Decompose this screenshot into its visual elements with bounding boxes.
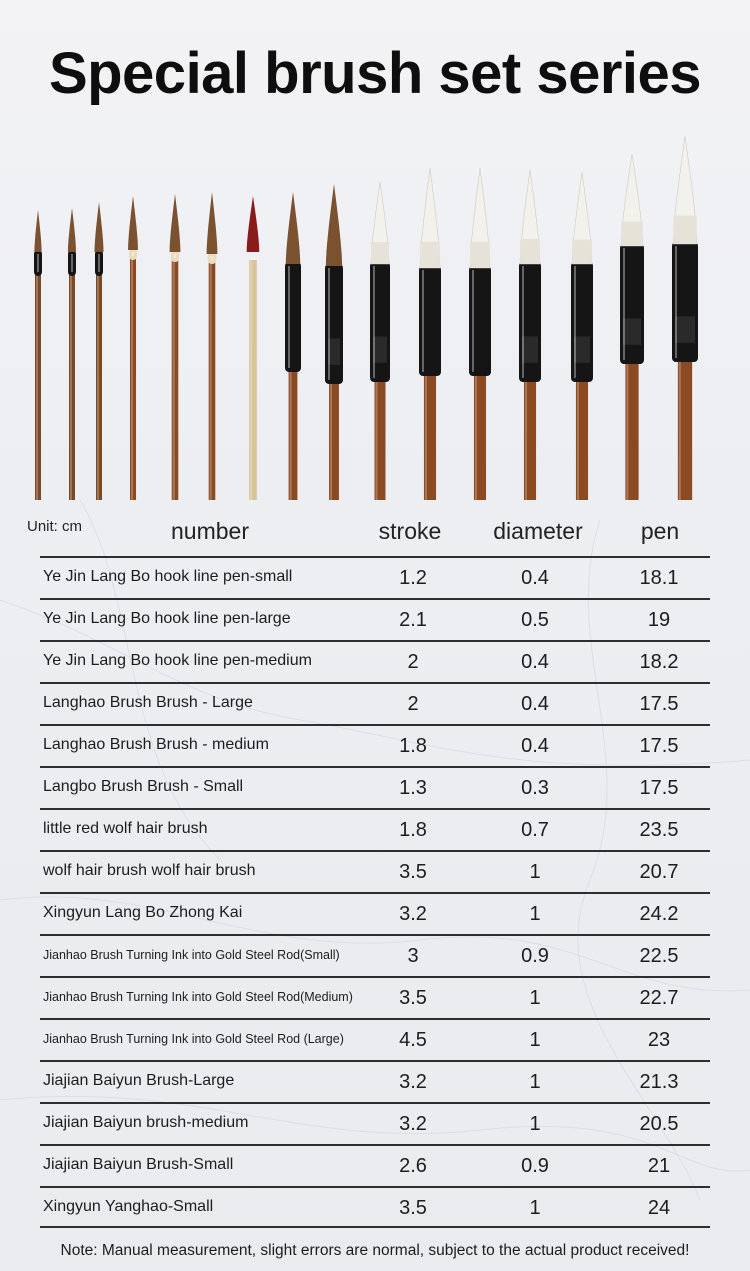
row-pen: 23.5 <box>639 819 679 841</box>
row-diameter: 0.4 <box>521 693 549 715</box>
row-pen: 22.7 <box>639 987 679 1009</box>
row-stroke: 4.5 <box>399 1029 427 1051</box>
brush <box>95 202 104 500</box>
measurement-note: Note: Manual measurement, slight errors are normal, subject to the actual product received! <box>60 1242 690 1259</box>
brush <box>370 182 390 500</box>
row-pen: 21 <box>647 1155 671 1177</box>
brush <box>571 172 593 500</box>
row-diameter: 0.9 <box>521 945 549 967</box>
row-pen: 18.1 <box>639 567 679 589</box>
row-diameter: 1 <box>529 1071 541 1093</box>
header-stroke: stroke <box>378 518 442 544</box>
table-row <box>40 1018 710 1060</box>
row-stroke: 2 <box>407 651 419 673</box>
row-name: Langhao Brush Brush - Large <box>43 694 253 711</box>
brush <box>419 168 441 500</box>
row-name: little red wolf hair brush <box>43 820 208 837</box>
row-stroke: 3 <box>407 945 419 967</box>
page-title: Special brush set series <box>48 41 702 106</box>
row-diameter: 1 <box>529 1029 541 1051</box>
table-row <box>40 556 710 598</box>
table-row <box>40 598 710 640</box>
brush <box>519 170 541 500</box>
row-name: Jiajian Baiyun brush-medium <box>43 1114 249 1131</box>
row-pen: 23 <box>647 1029 671 1051</box>
row-diameter: 0.4 <box>521 651 549 673</box>
brush <box>207 192 218 500</box>
row-pen: 24 <box>647 1197 671 1219</box>
row-name: Xingyun Lang Bo Zhong Kai <box>43 904 243 921</box>
row-stroke: 3.5 <box>399 1197 427 1219</box>
row-name: Jianhao Brush Turning Ink into Gold Steel Rod(Small) <box>43 948 340 962</box>
row-pen: 20.7 <box>639 861 679 883</box>
table-row <box>40 682 710 724</box>
row-name: Langbo Brush Brush - Small <box>43 778 244 795</box>
brush <box>620 154 644 500</box>
row-diameter: 0.7 <box>521 819 549 841</box>
table-row <box>40 724 710 766</box>
brush <box>285 192 301 500</box>
row-diameter: 1 <box>529 1113 541 1135</box>
brush <box>325 184 343 500</box>
table-row <box>40 850 710 892</box>
table-row <box>40 1060 710 1102</box>
row-pen: 20.5 <box>639 1113 679 1135</box>
table-row <box>40 1186 710 1228</box>
header-pen: pen <box>640 518 680 544</box>
row-stroke: 1.2 <box>399 567 427 589</box>
row-stroke: 3.2 <box>399 1113 427 1135</box>
row-pen: 17.5 <box>639 735 679 757</box>
row-pen: 24.2 <box>639 903 679 925</box>
row-pen: 22.5 <box>639 945 679 967</box>
row-name: wolf hair brush wolf hair brush <box>43 862 256 879</box>
brush <box>34 210 42 500</box>
row-name: Ye Jin Lang Bo hook line pen-large <box>43 610 291 627</box>
row-pen: 21.3 <box>639 1071 679 1093</box>
row-diameter: 1 <box>529 1197 541 1219</box>
row-stroke: 2.6 <box>399 1155 427 1177</box>
table-row <box>40 976 710 1018</box>
row-diameter: 1 <box>529 861 541 883</box>
table-row <box>40 640 710 682</box>
row-pen: 17.5 <box>639 777 679 799</box>
row-stroke: 3.2 <box>399 903 427 925</box>
row-name: Jiajian Baiyun Brush-Small <box>43 1156 234 1173</box>
row-diameter: 1 <box>529 903 541 925</box>
row-name: Jiajian Baiyun Brush-Large <box>43 1072 235 1089</box>
table-row <box>40 766 710 808</box>
brush <box>672 136 698 500</box>
header-number: number <box>171 518 249 544</box>
row-stroke: 3.5 <box>399 861 427 883</box>
brush <box>68 208 76 500</box>
table-row <box>40 892 710 934</box>
row-diameter: 0.9 <box>521 1155 549 1177</box>
unit-label: Unit: cm <box>27 518 83 535</box>
row-diameter: 0.5 <box>521 609 549 631</box>
brush-set-image <box>0 120 750 500</box>
row-stroke: 2.1 <box>399 609 427 631</box>
header-diameter: diameter <box>493 518 583 544</box>
row-name: Jianhao Brush Turning Ink into Gold Steel Rod (Large) <box>43 1032 344 1046</box>
row-name: Xingyun Yanghao-Small <box>43 1198 214 1215</box>
row-stroke: 3.2 <box>399 1071 427 1093</box>
row-stroke: 1.3 <box>399 777 427 799</box>
row-name: Jianhao Brush Turning Ink into Gold Steel Rod(Medium) <box>43 990 353 1004</box>
row-pen: 17.5 <box>639 693 679 715</box>
row-diameter: 1 <box>529 987 541 1009</box>
row-name: Ye Jin Lang Bo hook line pen-small <box>43 568 293 585</box>
brush <box>247 196 260 500</box>
row-pen: 18.2 <box>639 651 679 673</box>
table-row <box>40 1102 710 1144</box>
brush <box>469 168 491 500</box>
row-stroke: 2 <box>407 693 419 715</box>
row-diameter: 0.4 <box>521 735 549 757</box>
row-stroke: 1.8 <box>399 819 427 841</box>
row-pen: 19 <box>647 609 671 631</box>
brush <box>128 196 138 500</box>
brush <box>170 194 181 500</box>
row-stroke: 1.8 <box>399 735 427 757</box>
row-diameter: 0.3 <box>521 777 549 799</box>
row-name: Langhao Brush Brush - medium <box>43 736 269 753</box>
table-row <box>40 934 710 976</box>
table-row <box>40 1144 710 1186</box>
row-name: Ye Jin Lang Bo hook line pen-medium <box>43 652 312 669</box>
table-row <box>40 808 710 850</box>
row-diameter: 0.4 <box>521 567 549 589</box>
row-stroke: 3.5 <box>399 987 427 1009</box>
